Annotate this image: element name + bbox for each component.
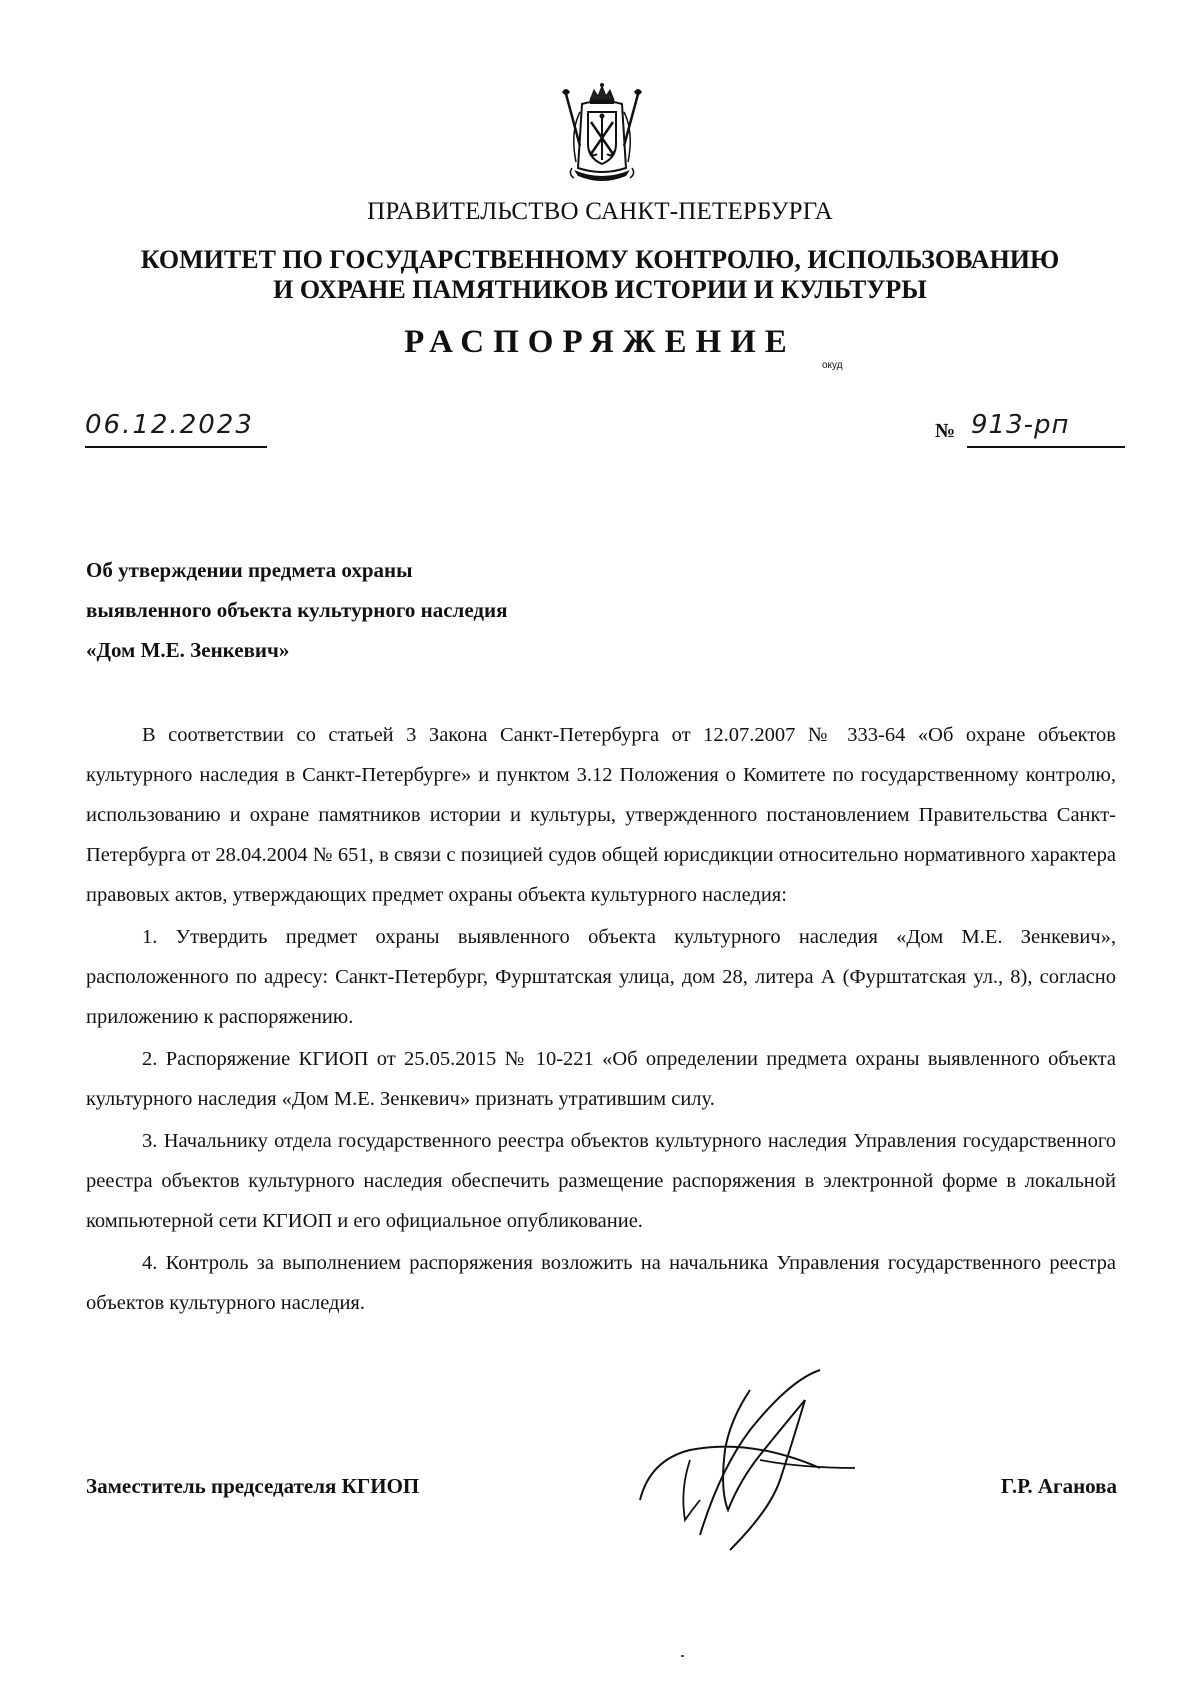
handwritten-number: 913-рп [971,410,1070,440]
subject-line-3: «Дом М.Е. Зенкевич» [86,638,290,662]
date-field [85,410,265,446]
number-underline [967,446,1125,448]
number-sign: № [935,420,956,442]
number-field [935,410,1125,446]
signatory-name: Г.Р. Аганова [1000,1474,1117,1498]
government-heading: ПРАВИТЕЛЬСТВО САНКТ-ПЕТЕРБУРГА [367,198,833,225]
date-underline [85,446,267,448]
okud-label: окуд [822,360,843,371]
preamble-paragraph: В соответствии со статьей 3 Закона Санкт-Петербурга от 12.07.2007 № 333-64 «Об охране объектов культурного наследия в Санкт-Петербурге» и пунктом 3.12 Положения о Комитете по государственному контролю, использованию и охране памятников истории и культуры, утвержденного постановлением Правительства Санкт-Петербурга от 28.04.2004 № 651, в связи с позицией судов общей юрисдикции относительно нормативного характера правовых актов, утверждающих предмет охраны объекта культурного наследия: [86,724,1116,906]
committee-line-2: И ОХРАНЕ ПАМЯТНИКОВ ИСТОРИИ И КУЛЬТУРЫ [273,275,927,304]
order-item-1: 1. Утвердить предмет охраны выявленного объекта культурного наследия «Дом М.Е. Зенкевич», расположенного по адресу: Санкт-Петербург, Фурштатская улица, дом 28, литера А (Фурштатская ул., 8), согласно приложению к распоряжению. [86,926,1116,1028]
order-item-4: 4. Контроль за выполнением распоряжения возложить на начальника Управления государственного реестра объектов культурного наследия. [86,1252,1116,1314]
committee-line-1: КОМИТЕТ ПО ГОСУДАРСТВЕННОМУ КОНТРОЛЮ, ИСПОЛЬЗОВАНИЮ [140,245,1060,274]
subject-line-1: Об утверждении предмета охраны [86,558,413,582]
scan-dot-mark [681,1655,684,1657]
document-type-title: РАСПОРЯЖЕНИЕ [404,324,796,360]
handwritten-date: 06.12.2023 [85,410,254,440]
coat-of-arms-icon [552,82,652,184]
document-subject [86,550,786,670]
handwritten-signature-icon [630,1360,870,1560]
order-item-3: 3. Начальнику отдела государственного реестра объектов культурного наследия Управления государственного реестра объектов культурного наследия обеспечить размещение распоряжения в электронной форме в локальной компьютерной сети КГИОП и его официальное опубликование. [86,1130,1116,1232]
committee-heading [60,245,1140,305]
order-item-2: 2. Распоряжение КГИОП от 25.05.2015 № 10-221 «Об определении предмета охраны выявленного объекта культурного наследия «Дом М.Е. Зенкевич» признать утратившим силу. [86,1048,1116,1110]
subject-line-2: выявленного объекта культурного наследия [86,598,508,622]
signatory-position: Заместитель председателя КГИОП [86,1474,420,1498]
document-body [86,715,1116,1323]
